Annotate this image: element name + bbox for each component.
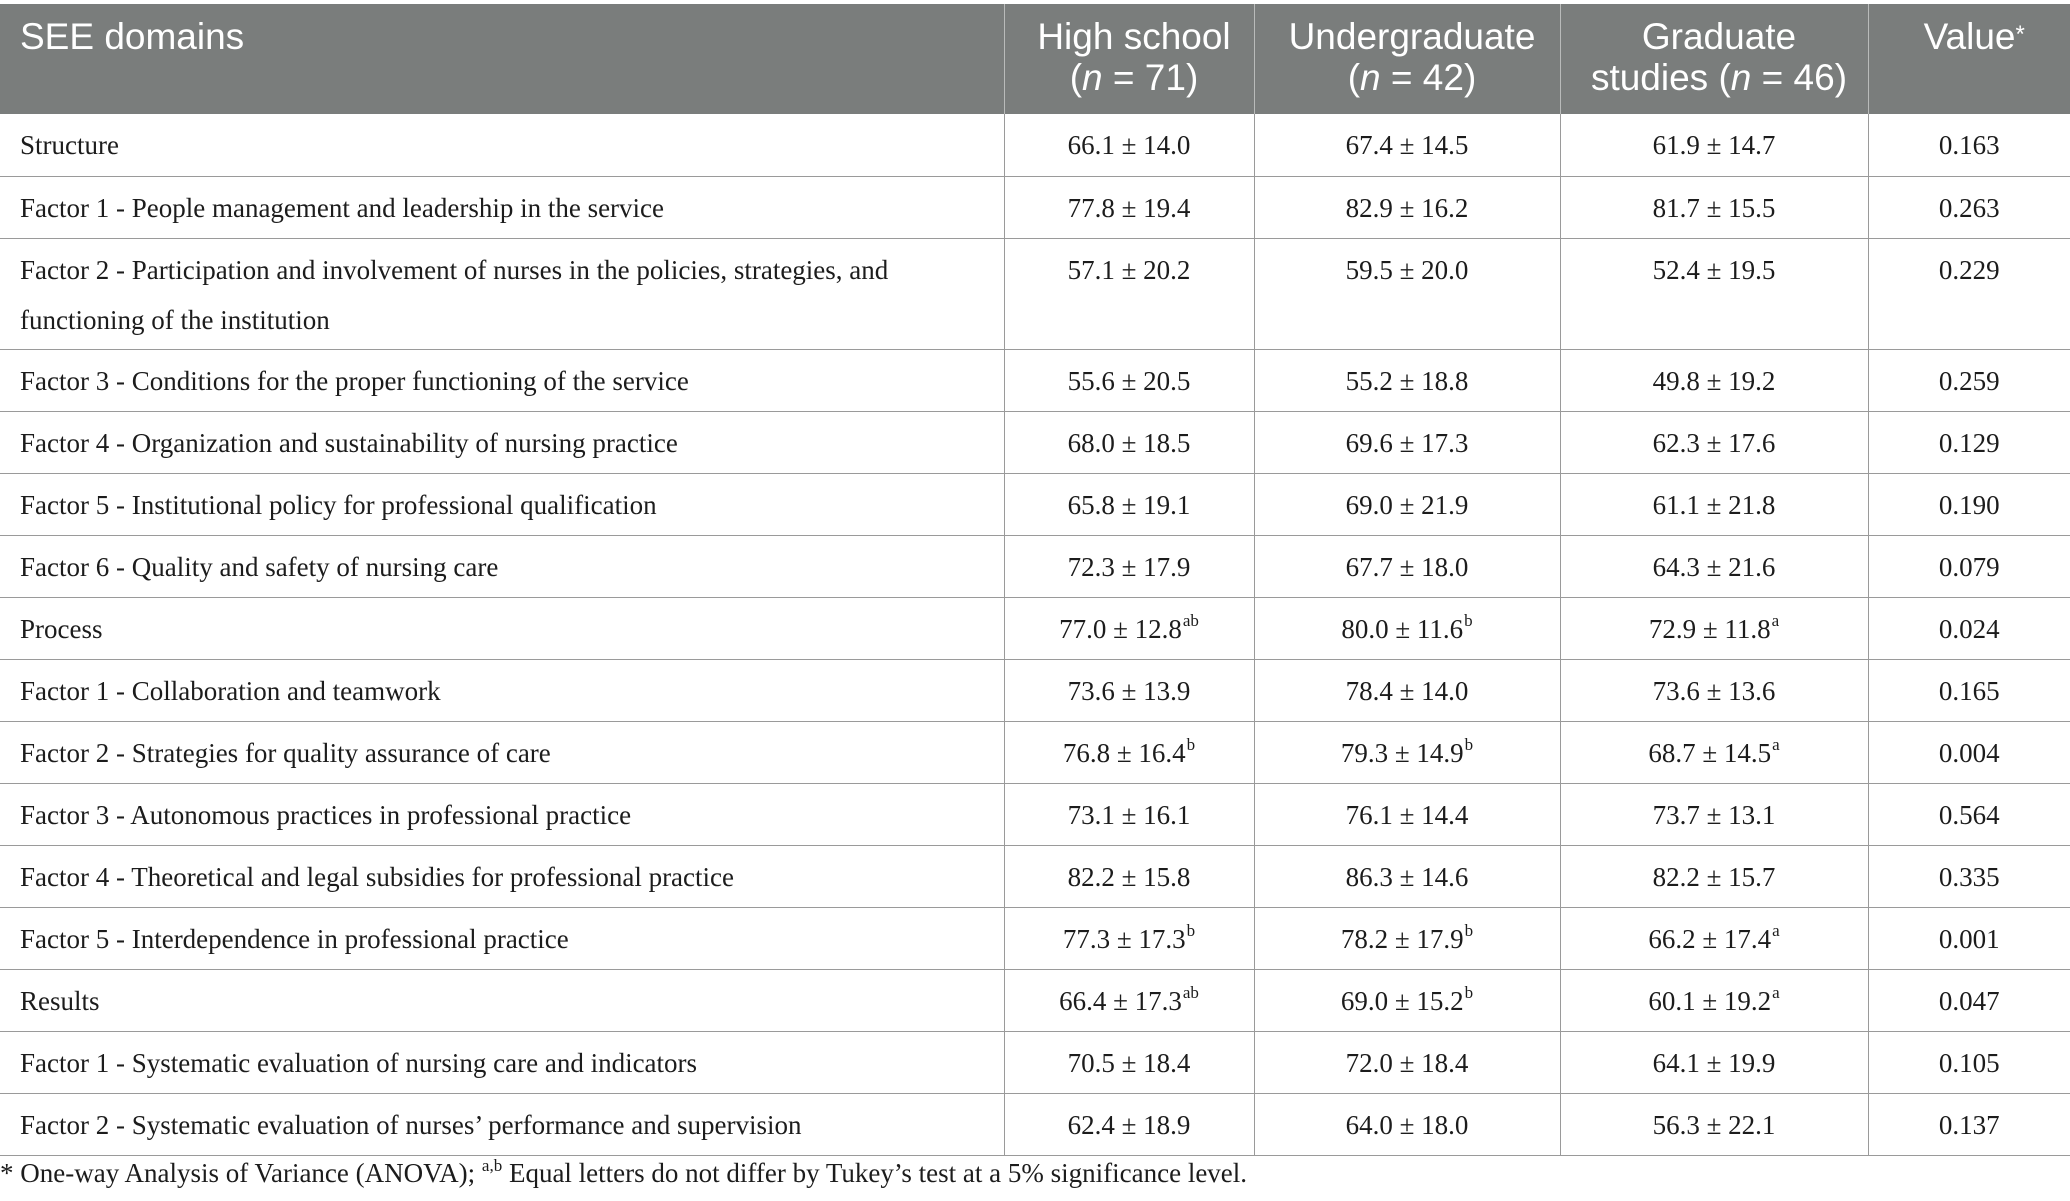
- cell-domain-text: Factor 5 - Interdependence in professional practice: [20, 923, 569, 954]
- cell-high-school: [1004, 411, 1254, 473]
- cell-graduate-studies: [1560, 1031, 1868, 1093]
- cell-graduate-studies-text: 68.7 ± 14.5: [1648, 737, 1772, 768]
- cell-domain: [0, 1093, 1004, 1155]
- cell-undergraduate-text: 64.0 ± 18.0: [1345, 1109, 1469, 1140]
- cell-domain-text: Factor 2 - Participation and involvement of nurses in the policies, strategies, and functioning of the institution: [20, 254, 889, 335]
- cell-high-school: [1004, 659, 1254, 721]
- cell-domain-text: Factor 4 - Theoretical and legal subsidies for professional practice: [20, 861, 734, 892]
- cell-domain: [0, 535, 1004, 597]
- cell-high-school: [1004, 1093, 1254, 1155]
- table-footnote: * One-way Analysis of Variance (ANOVA); $^{a,b}$ Equal letters do not differ by Tukey’s test at a 5% significance level.: [0, 1156, 1248, 1188]
- cell-graduate-studies-text: 56.3 ± 22.1: [1652, 1109, 1776, 1140]
- cell-graduate-studies-text: 61.9 ± 14.7: [1652, 130, 1776, 160]
- tukey-letter: ab: [1182, 982, 1199, 1002]
- cell-high-school: [1004, 597, 1254, 659]
- cell-domain: [0, 1031, 1004, 1093]
- cell-domain-text: Factor 1 - People management and leadership in the service: [20, 192, 665, 223]
- cell-undergraduate: [1254, 349, 1560, 411]
- header-see-domains: SEE domains: [0, 4, 1004, 114]
- cell-graduate-studies-text: 62.3 ± 17.6: [1652, 427, 1776, 458]
- cell-domain-text: Process: [20, 613, 103, 644]
- cell-value-text: 0.335: [1938, 861, 2000, 892]
- table-row: [0, 969, 2070, 1031]
- cell-graduate-studies: [1560, 845, 1868, 907]
- cell-domain-text: Factor 3 - Autonomous practices in professional practice: [20, 799, 632, 830]
- cell-domain-text: Factor 2 - Systematic evaluation of nurses’ performance and supervision: [20, 1109, 802, 1140]
- cell-undergraduate: [1254, 238, 1560, 349]
- table-row: [0, 349, 2070, 411]
- cell-value-text: 0.165: [1938, 675, 2000, 706]
- cell-undergraduate-text: 69.0 ± 15.2: [1340, 985, 1464, 1016]
- tukey-letter: a: [1772, 734, 1780, 754]
- cell-undergraduate-text: 72.0 ± 18.4: [1345, 1047, 1469, 1078]
- cell-graduate-studies-text: 60.1 ± 19.2: [1648, 985, 1772, 1016]
- table-row: [0, 907, 2070, 969]
- cell-high-school-text: 77.8 ± 19.4: [1067, 192, 1191, 223]
- cell-value: [1868, 411, 2070, 473]
- cell-high-school-text: 77.3 ± 17.3: [1062, 923, 1186, 954]
- cell-undergraduate-text: 67.4 ± 14.5: [1345, 130, 1469, 160]
- cell-value-text: 0.024: [1938, 613, 2000, 644]
- tukey-letter: a: [1771, 610, 1780, 630]
- cell-high-school: [1004, 473, 1254, 535]
- cell-domain: [0, 845, 1004, 907]
- cell-domain-text: Factor 4 - Organization and sustainability of nursing practice: [20, 427, 678, 458]
- cell-value-text: 0.079: [1938, 551, 2000, 582]
- header-value: Value*: [1868, 4, 2070, 114]
- cell-value: [1868, 1093, 2070, 1155]
- cell-value: [1868, 535, 2070, 597]
- cell-domain: [0, 411, 1004, 473]
- cell-value-text: 0.564: [1938, 799, 2000, 830]
- cell-undergraduate: [1254, 1093, 1560, 1155]
- cell-undergraduate: [1254, 411, 1560, 473]
- cell-graduate-studies-text: 66.2 ± 17.4: [1648, 923, 1772, 954]
- cell-domain-text: Factor 5 - Institutional policy for professional qualification: [20, 489, 657, 520]
- table-row: [0, 238, 2070, 349]
- cell-graduate-studies: [1560, 114, 1868, 176]
- cell-domain: [0, 969, 1004, 1031]
- cell-value-text: 0.129: [1938, 427, 2000, 458]
- table-header: [0, 4, 2070, 114]
- cell-graduate-studies-text: 72.9 ± 11.8: [1648, 613, 1771, 644]
- table-container: [0, 4, 2070, 1156]
- cell-high-school-text: 73.6 ± 13.9: [1067, 675, 1191, 706]
- table-row: [0, 783, 2070, 845]
- cell-value-text: 0.004: [1938, 737, 2000, 768]
- cell-high-school-text: 66.4 ± 17.3: [1059, 985, 1182, 1016]
- tukey-letter: a: [1772, 920, 1780, 940]
- tukey-letter: b: [1464, 734, 1474, 754]
- cell-domain: [0, 349, 1004, 411]
- cell-high-school: [1004, 349, 1254, 411]
- cell-value: [1868, 473, 2070, 535]
- cell-value: [1868, 238, 2070, 349]
- cell-undergraduate-text: 82.9 ± 16.2: [1345, 192, 1469, 223]
- cell-undergraduate-text: 86.3 ± 14.6: [1345, 861, 1469, 892]
- cell-value-text: 0.190: [1938, 489, 2000, 520]
- tukey-letter: b: [1464, 610, 1473, 630]
- cell-undergraduate: [1254, 597, 1560, 659]
- cell-graduate-studies-text: 49.8 ± 19.2: [1652, 365, 1776, 396]
- cell-undergraduate-text: 80.0 ± 11.6: [1341, 613, 1464, 644]
- cell-value: [1868, 176, 2070, 238]
- cell-domain: [0, 114, 1004, 176]
- tukey-letter: a: [1772, 982, 1780, 1002]
- cell-undergraduate: [1254, 845, 1560, 907]
- cell-undergraduate: [1254, 473, 1560, 535]
- cell-value-text: 0.047: [1938, 985, 2000, 1016]
- cell-high-school-text: 57.1 ± 20.2: [1067, 254, 1191, 285]
- cell-undergraduate-text: 69.6 ± 17.3: [1345, 427, 1469, 458]
- cell-undergraduate-text: 67.7 ± 18.0: [1345, 551, 1469, 582]
- cell-value: [1868, 845, 2070, 907]
- cell-graduate-studies: [1560, 411, 1868, 473]
- cell-domain-text: Factor 1 - Collaboration and teamwork: [20, 675, 441, 706]
- cell-domain: [0, 473, 1004, 535]
- cell-value-text: 0.229: [1938, 254, 2000, 285]
- cell-high-school: [1004, 238, 1254, 349]
- cell-value-text: 0.259: [1938, 365, 2000, 396]
- cell-domain-text: Factor 3 - Conditions for the proper functioning of the service: [20, 365, 689, 396]
- cell-domain-text: Results: [20, 985, 100, 1016]
- cell-graduate-studies-text: 82.2 ± 15.7: [1652, 861, 1776, 892]
- cell-undergraduate: [1254, 1031, 1560, 1093]
- cell-graduate-studies-text: 73.7 ± 13.1: [1652, 799, 1776, 830]
- cell-high-school-text: 62.4 ± 18.9: [1067, 1109, 1191, 1140]
- cell-domain: [0, 176, 1004, 238]
- cell-graduate-studies: [1560, 907, 1868, 969]
- cell-high-school-text: 76.8 ± 16.4: [1062, 737, 1186, 768]
- cell-high-school: [1004, 176, 1254, 238]
- header-undergraduate: Undergraduate (n = 42): [1254, 4, 1560, 114]
- cell-high-school-text: 68.0 ± 18.5: [1067, 427, 1191, 458]
- cell-graduate-studies: [1560, 721, 1868, 783]
- header-graduate-studies: Graduate studies (n = 46): [1560, 4, 1868, 114]
- cell-undergraduate-text: 78.2 ± 17.9: [1340, 923, 1464, 954]
- cell-graduate-studies: [1560, 659, 1868, 721]
- tukey-letter: b: [1464, 920, 1474, 940]
- tukey-letter: b: [1186, 734, 1196, 754]
- cell-value: [1868, 969, 2070, 1031]
- cell-undergraduate: [1254, 535, 1560, 597]
- cell-graduate-studies: [1560, 473, 1868, 535]
- cell-graduate-studies: [1560, 597, 1868, 659]
- cell-high-school-text: 77.0 ± 12.8: [1059, 613, 1182, 644]
- cell-undergraduate: [1254, 659, 1560, 721]
- cell-undergraduate-text: 76.1 ± 14.4: [1345, 799, 1469, 830]
- table-row: [0, 114, 2070, 176]
- header-high-school: High school (n = 71): [1004, 4, 1254, 114]
- table-row: [0, 1031, 2070, 1093]
- cell-graduate-studies: [1560, 349, 1868, 411]
- table-row: [0, 597, 2070, 659]
- cell-value: [1868, 349, 2070, 411]
- cell-undergraduate-text: 55.2 ± 18.8: [1345, 365, 1469, 396]
- cell-high-school-text: 55.6 ± 20.5: [1067, 365, 1191, 396]
- cell-graduate-studies: [1560, 969, 1868, 1031]
- table-row: [0, 1093, 2070, 1155]
- cell-graduate-studies: [1560, 238, 1868, 349]
- cell-high-school: [1004, 535, 1254, 597]
- cell-undergraduate: [1254, 176, 1560, 238]
- cell-value: [1868, 721, 2070, 783]
- cell-undergraduate-text: 79.3 ± 14.9: [1340, 737, 1464, 768]
- cell-graduate-studies-text: 64.1 ± 19.9: [1652, 1047, 1776, 1078]
- cell-graduate-studies-text: 64.3 ± 21.6: [1652, 551, 1776, 582]
- cell-undergraduate: [1254, 114, 1560, 176]
- table-body: [0, 114, 2070, 1155]
- cell-high-school-text: 72.3 ± 17.9: [1067, 551, 1191, 582]
- cell-graduate-studies: [1560, 535, 1868, 597]
- cell-high-school: [1004, 721, 1254, 783]
- cell-value: [1868, 114, 2070, 176]
- cell-value-text: 0.001: [1938, 923, 2000, 954]
- cell-domain: [0, 907, 1004, 969]
- cell-high-school: [1004, 1031, 1254, 1093]
- cell-domain: [0, 238, 1004, 349]
- table-row: [0, 845, 2070, 907]
- table-row: [0, 659, 2070, 721]
- table-row: [0, 411, 2070, 473]
- cell-undergraduate: [1254, 969, 1560, 1031]
- cell-high-school-text: 66.1 ± 14.0: [1067, 130, 1191, 160]
- cell-high-school-text: 65.8 ± 19.1: [1067, 489, 1191, 520]
- cell-high-school: [1004, 845, 1254, 907]
- see-domains-table: [0, 4, 2070, 1156]
- cell-undergraduate: [1254, 721, 1560, 783]
- cell-undergraduate: [1254, 907, 1560, 969]
- table-row: [0, 176, 2070, 238]
- table-row: [0, 535, 2070, 597]
- cell-high-school-text: 82.2 ± 15.8: [1067, 861, 1191, 892]
- cell-domain: [0, 783, 1004, 845]
- cell-domain: [0, 597, 1004, 659]
- cell-value: [1868, 907, 2070, 969]
- cell-domain-text: Factor 1 - Systematic evaluation of nursing care and indicators: [20, 1047, 698, 1078]
- cell-high-school-text: 73.1 ± 16.1: [1067, 799, 1191, 830]
- cell-value-text: 0.105: [1938, 1047, 2000, 1078]
- cell-graduate-studies: [1560, 1093, 1868, 1155]
- cell-domain: [0, 659, 1004, 721]
- cell-domain-text: Factor 6 - Quality and safety of nursing care: [20, 551, 499, 582]
- cell-value-text: 0.137: [1938, 1109, 2000, 1140]
- cell-undergraduate: [1254, 783, 1560, 845]
- cell-undergraduate-text: 69.0 ± 21.9: [1345, 489, 1469, 520]
- cell-value-text: 0.263: [1938, 192, 2000, 223]
- cell-graduate-studies: [1560, 176, 1868, 238]
- table-row: [0, 473, 2070, 535]
- cell-value: [1868, 1031, 2070, 1093]
- cell-undergraduate-text: 78.4 ± 14.0: [1345, 675, 1469, 706]
- cell-graduate-studies-text: 73.6 ± 13.6: [1652, 675, 1776, 706]
- cell-value: [1868, 659, 2070, 721]
- cell-graduate-studies-text: 52.4 ± 19.5: [1652, 254, 1776, 285]
- cell-undergraduate-text: 59.5 ± 20.0: [1345, 254, 1469, 285]
- cell-high-school: [1004, 114, 1254, 176]
- cell-high-school-text: 70.5 ± 18.4: [1067, 1047, 1191, 1078]
- tukey-letter: b: [1186, 920, 1196, 940]
- cell-value: [1868, 783, 2070, 845]
- cell-domain-text: Structure: [20, 130, 119, 160]
- cell-high-school: [1004, 783, 1254, 845]
- cell-domain: [0, 721, 1004, 783]
- cell-high-school: [1004, 969, 1254, 1031]
- cell-value-text: 0.163: [1938, 130, 2000, 160]
- cell-graduate-studies-text: 61.1 ± 21.8: [1652, 489, 1776, 520]
- table-row: [0, 721, 2070, 783]
- cell-domain-text: Factor 2 - Strategies for quality assurance of care: [20, 737, 551, 768]
- cell-value: [1868, 597, 2070, 659]
- cell-graduate-studies: [1560, 783, 1868, 845]
- tukey-letter: ab: [1182, 610, 1199, 630]
- tukey-letter: b: [1464, 982, 1474, 1002]
- header-row: [0, 4, 2070, 114]
- cell-graduate-studies-text: 81.7 ± 15.5: [1652, 192, 1776, 223]
- cell-high-school: [1004, 907, 1254, 969]
